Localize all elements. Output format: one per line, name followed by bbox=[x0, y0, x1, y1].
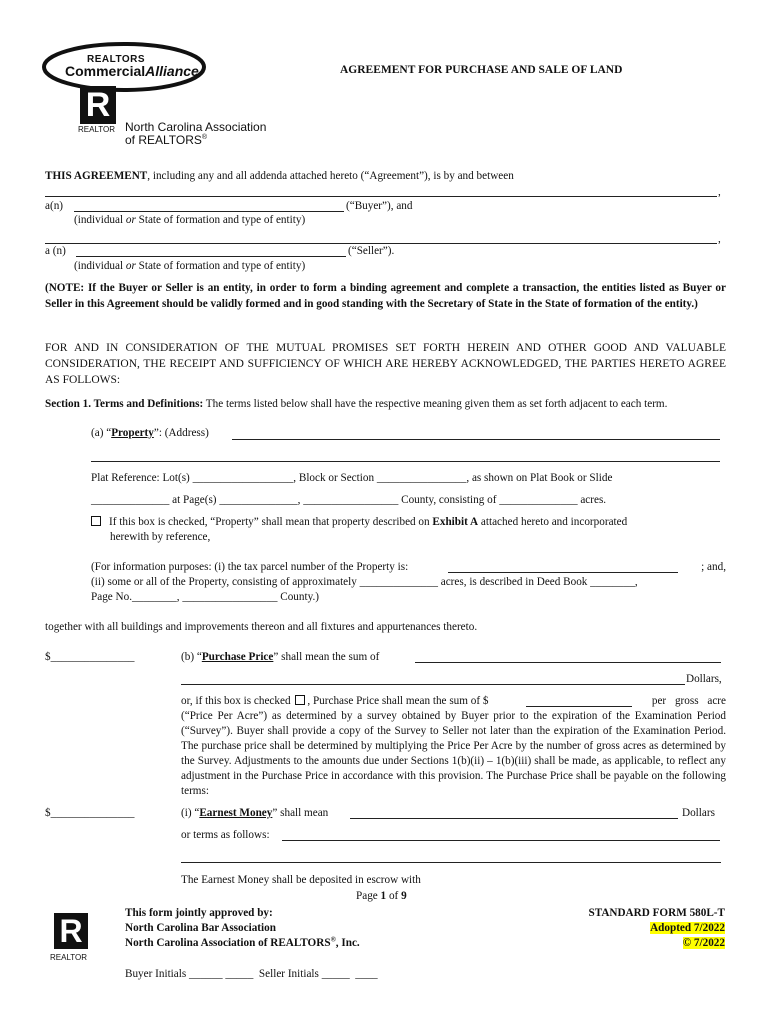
per-gross-acre: per gross acre bbox=[651, 695, 726, 707]
standard-form-number: STANDARD FORM 580L-T bbox=[588, 907, 725, 919]
buyer-note-part2: State of formation and type of entity) bbox=[135, 214, 306, 226]
seller-note-part1: (individual bbox=[74, 260, 126, 272]
ncar-name: North Carolina Association of REALTORS bbox=[125, 937, 331, 949]
logo-realtors-text: REALTORS bbox=[87, 54, 146, 65]
purchase-price-label bbox=[181, 650, 379, 665]
page-of: of bbox=[386, 890, 402, 902]
plat-reference-line[interactable]: Plat Reference: Lot(s) __________________, Block or Section ________________, as shown on Plat Book or Slide bbox=[91, 472, 613, 484]
footer-realtor-r-icon: R bbox=[54, 913, 88, 949]
ncar-line bbox=[125, 936, 360, 951]
exhibit-a-text1: If this box is checked, “Property” shall mean that property described on bbox=[109, 516, 433, 528]
property-term: Property bbox=[111, 427, 154, 439]
purchase-price-dollar-field[interactable]: $_______________ bbox=[45, 651, 135, 663]
purchase-suffix: ” shall mean the sum of bbox=[273, 651, 380, 663]
purchase-price-sum-line[interactable] bbox=[415, 662, 721, 663]
initials-line[interactable]: Buyer Initials ______ _____ Seller Initials _____ ____ bbox=[125, 968, 378, 980]
section1-intro bbox=[45, 397, 726, 412]
buyer-note-or: or bbox=[125, 214, 136, 226]
buyer-entity-line[interactable] bbox=[74, 211, 344, 212]
footer-realtor-label: REALTOR bbox=[50, 953, 88, 962]
document-title: AGREEMENT FOR PURCHASE AND SALE OF LAND bbox=[340, 64, 623, 76]
seller-prefix: a (n) bbox=[45, 245, 66, 257]
plat-page-line[interactable]: ______________ at Page(s) ______________, _________________ County, consisting of ______________ acres. bbox=[91, 494, 607, 506]
exhibit-a-checkbox-row bbox=[91, 515, 725, 530]
seller-entity-line[interactable] bbox=[76, 256, 346, 257]
tax-parcel-info-end: ; and, bbox=[701, 561, 726, 573]
adopted-date bbox=[560, 921, 725, 936]
per-acre-text1: or, if this box is checked bbox=[181, 695, 291, 707]
property-prefix: (a) “ bbox=[91, 427, 112, 439]
realtor-r-logo-icon: R bbox=[80, 86, 116, 124]
price-per-acre-amount-line[interactable] bbox=[526, 706, 632, 707]
entity-note: (NOTE: If the Buyer or Seller is an entity, in order to form a binding agreement and complete a transaction, the entities listed as Buyer or Seller in this Agreement should be validly formed and in good standing with the Secretary of State in the State of formation of the entity.) bbox=[45, 282, 726, 310]
logo-commercial: Commercial bbox=[65, 63, 146, 79]
property-label bbox=[91, 426, 209, 441]
earnest-terms-line[interactable] bbox=[282, 840, 720, 841]
purchase-price-dollars: Dollars, bbox=[686, 673, 722, 685]
buyer-entity-note bbox=[74, 213, 305, 228]
seller-entity-note bbox=[74, 259, 305, 274]
seller-note-or: or bbox=[125, 260, 136, 272]
property-suffix: ”: (Address) bbox=[153, 427, 209, 439]
buyer-prefix: a(n) bbox=[45, 200, 64, 212]
property-address-line-2[interactable] bbox=[91, 461, 720, 462]
realtor-label: REALTOR bbox=[78, 125, 116, 134]
exhibit-a-text3: herewith by reference, bbox=[110, 531, 211, 543]
exhibit-a-text2: attached hereto and incorporated bbox=[478, 516, 628, 528]
consideration-clause: FOR AND IN CONSIDERATION OF THE MUTUAL PROMISES SET FORTH HEREIN AND OTHER GOOD AND VALUABLE CONSIDERATION, THE RECEIPT AND SUFFICIENCY OF WHICH ARE HEREBY ACKNOWLEDGED, THE PARTIES HERETO AGREE AS FOLLOWS: bbox=[45, 342, 726, 386]
adopted-date-text: Adopted 7/2022 bbox=[650, 922, 725, 934]
property-address-line[interactable] bbox=[232, 439, 720, 440]
tax-parcel-line[interactable] bbox=[448, 572, 678, 573]
earnest-money-sum-line[interactable] bbox=[350, 818, 678, 819]
page-total: 9 bbox=[401, 890, 407, 902]
commercial-alliance-logo bbox=[42, 38, 212, 96]
deed-page-info[interactable]: Page No.________, _________________ County.) bbox=[91, 591, 319, 603]
buyer-suffix: (“Buyer”), and bbox=[346, 200, 413, 212]
purchase-prefix: (b) “ bbox=[181, 651, 202, 663]
deed-book-info[interactable]: (ii) some or all of the Property, consisting of approximately ______________ acres, is described in Deed Book ________, bbox=[91, 576, 638, 588]
copyright-date-text: © 7/2022 bbox=[682, 937, 725, 949]
tax-parcel-info: (For information purposes: (i) the tax parcel number of the Property is: bbox=[91, 561, 409, 573]
seller-note-part2: State of formation and type of entity) bbox=[135, 260, 306, 272]
earnest-prefix: (i) “ bbox=[181, 807, 200, 819]
exhibit-a-checkbox[interactable] bbox=[91, 516, 101, 526]
earnest-suffix: ” shall mean bbox=[272, 807, 329, 819]
seller-suffix: (“Seller”). bbox=[348, 245, 395, 257]
per-acre-text2: , Purchase Price shall mean the sum of $ bbox=[307, 695, 489, 707]
earnest-terms-line-2[interactable] bbox=[181, 862, 721, 863]
page-number bbox=[356, 889, 407, 904]
seller-line-comma: , bbox=[718, 233, 721, 245]
logo-commercial-text bbox=[65, 64, 199, 79]
page-prefix: Page bbox=[356, 890, 381, 902]
earnest-terms-label: or terms as follows: bbox=[181, 829, 270, 841]
earnest-money-dollars: Dollars bbox=[682, 807, 715, 819]
together-clause: together with all buildings and improvements thereon and all fixtures and appurtenances thereto. bbox=[45, 621, 478, 633]
nc-association-line1: North Carolina Association bbox=[125, 120, 267, 134]
nc-bar-association: North Carolina Bar Association bbox=[125, 922, 276, 934]
earnest-escrow-text: The Earnest Money shall be deposited in escrow with bbox=[181, 874, 421, 886]
earnest-money-label bbox=[181, 806, 328, 821]
buyer-note-part1: (individual bbox=[74, 214, 126, 226]
copyright-date bbox=[560, 936, 725, 951]
exhibit-a-label: Exhibit A bbox=[432, 516, 479, 528]
purchase-price-term: Purchase Price bbox=[201, 651, 274, 663]
buyer-name-line[interactable] bbox=[45, 196, 717, 197]
approved-by: This form jointly approved by: bbox=[125, 907, 273, 919]
nc-association-line2-text: of REALTORS bbox=[125, 133, 202, 147]
page-current: 1 bbox=[380, 890, 387, 902]
agreement-intro-rest: , including any and all addenda attached hereto (“Agreement”), is by and between bbox=[147, 170, 514, 182]
buyer-line-comma: , bbox=[718, 186, 721, 198]
section1-heading: Section 1. Terms and Definitions: bbox=[45, 398, 204, 410]
logo-alliance: Alliance bbox=[145, 63, 199, 79]
price-per-acre-body: (“Price Per Acre”) as determined by a survey obtained by Buyer prior to the expiration of the Examination Period (“Survey”). Buyer shall provide a copy of the Survey to Seller not later than the expiration of the Examination Period. The purchase price shall be determined by multiplying the Price Per Acre by the number of gross acres as determined by the Survey. Adjustments to the amounts due under Sections 1(b)(ii) – 1(b)(iii) shall be made, as applicable, to reflect any adjustment in the Purchase Price in accordance with this provision. The Purchase Price shall be payable on the following terms: bbox=[181, 710, 726, 797]
earnest-money-dollar-field[interactable]: $_______________ bbox=[45, 807, 135, 819]
price-per-acre-checkbox[interactable] bbox=[295, 695, 305, 705]
purchase-price-words-line[interactable] bbox=[181, 684, 685, 685]
agreement-intro bbox=[45, 169, 514, 184]
agreement-intro-bold: THIS AGREEMENT bbox=[45, 170, 148, 182]
nc-association-line2: of REALTORS® bbox=[125, 133, 208, 147]
ncar-reg: ® bbox=[330, 935, 336, 944]
ncar-end: , Inc. bbox=[335, 937, 360, 949]
earnest-money-term: Earnest Money bbox=[199, 807, 273, 819]
section1-text: The terms listed below shall have the respective meaning given them as set forth adjacent to each term. bbox=[203, 398, 668, 410]
